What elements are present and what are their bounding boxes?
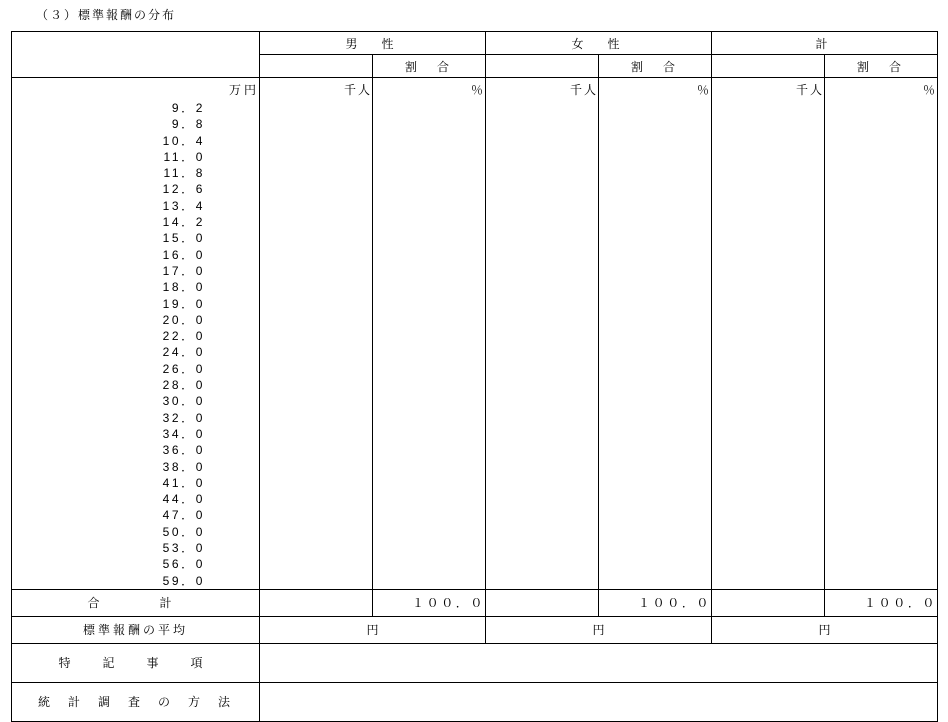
page-title: （３）標準報酬の分布 bbox=[36, 8, 177, 22]
unit-male-count: 千人 bbox=[260, 78, 373, 101]
list-item: 32．0 bbox=[162, 410, 205, 425]
list-item: 15．0 bbox=[162, 231, 205, 246]
list-item: 16．0 bbox=[162, 247, 205, 262]
unit-total-count: 千人 bbox=[712, 78, 825, 101]
list-item: 41．0 bbox=[162, 475, 205, 490]
list-item: 59．0 bbox=[162, 573, 205, 588]
list-item: 26．0 bbox=[162, 361, 205, 376]
table-row-average bbox=[12, 616, 938, 643]
table-row-total bbox=[12, 589, 938, 616]
list-item: 44．0 bbox=[162, 492, 205, 507]
data-cell-female-count[interactable] bbox=[486, 100, 599, 589]
header-corner-cell bbox=[12, 32, 260, 78]
table-units-row bbox=[12, 78, 938, 101]
data-cell-total-count[interactable] bbox=[712, 100, 825, 589]
list-item: 11．8 bbox=[163, 166, 205, 181]
subheader-male-percent: 割 合 bbox=[373, 55, 486, 78]
total-row-label: 合 計 bbox=[12, 589, 260, 616]
notes-row-value[interactable] bbox=[260, 643, 938, 682]
average-female-unit: 円 bbox=[486, 616, 712, 643]
table-row-notes bbox=[12, 643, 938, 682]
list-item: 50．0 bbox=[162, 524, 205, 539]
list-item: 13．4 bbox=[162, 198, 205, 213]
list-item: 14．2 bbox=[162, 215, 205, 230]
band-list bbox=[12, 100, 259, 589]
method-row-label: 統 計 調 査 の 方 法 bbox=[12, 682, 260, 721]
subheader-total-count-blank bbox=[712, 55, 825, 78]
table-row-method bbox=[12, 682, 938, 721]
unit-male-percent: ％ bbox=[373, 78, 486, 101]
list-item: 19．0 bbox=[162, 296, 205, 311]
list-item: 11．0 bbox=[163, 149, 205, 164]
list-item: 9．2 bbox=[171, 101, 205, 115]
notes-row-label: 特 記 事 項 bbox=[12, 643, 260, 682]
data-cell-male-count[interactable] bbox=[260, 100, 373, 589]
table-bands-row bbox=[12, 100, 938, 589]
standard-remuneration-distribution-table bbox=[11, 31, 938, 722]
total-total-percent: １００．０ bbox=[825, 589, 938, 616]
list-item: 30．0 bbox=[162, 394, 205, 409]
list-item: 20．0 bbox=[162, 312, 205, 327]
total-total-count[interactable] bbox=[712, 589, 825, 616]
header-group-male: 男 性 bbox=[260, 32, 486, 55]
list-item: 28．0 bbox=[162, 378, 205, 393]
list-item: 17．0 bbox=[162, 263, 205, 278]
subheader-female-percent: 割 合 bbox=[599, 55, 712, 78]
average-male-unit: 円 bbox=[260, 616, 486, 643]
total-female-count[interactable] bbox=[486, 589, 599, 616]
subheader-male-count-blank bbox=[260, 55, 373, 78]
unit-female-percent: ％ bbox=[599, 78, 712, 101]
total-male-count[interactable] bbox=[260, 589, 373, 616]
method-row-value[interactable] bbox=[260, 682, 938, 721]
list-item: 47．0 bbox=[162, 508, 205, 523]
header-group-total: 計 bbox=[712, 32, 938, 55]
table-header-group-row bbox=[12, 32, 938, 55]
list-item: 22．0 bbox=[162, 329, 205, 344]
unit-female-count: 千人 bbox=[486, 78, 599, 101]
list-item: 10．4 bbox=[162, 133, 205, 148]
list-item: 56．0 bbox=[162, 557, 205, 572]
average-row-label: 標準報酬の平均 bbox=[12, 616, 260, 643]
subheader-female-count-blank bbox=[486, 55, 599, 78]
unit-total-percent: ％ bbox=[825, 78, 938, 101]
list-item: 34．0 bbox=[162, 426, 205, 441]
list-item: 36．0 bbox=[162, 443, 205, 458]
data-cell-total-percent[interactable] bbox=[825, 100, 938, 589]
total-female-percent: １００．０ bbox=[599, 589, 712, 616]
subheader-total-percent: 割 合 bbox=[825, 55, 938, 78]
data-cell-male-percent[interactable] bbox=[373, 100, 486, 589]
list-item: 18．0 bbox=[162, 280, 205, 295]
list-item: 24．0 bbox=[162, 345, 205, 360]
unit-row-label: 万円 bbox=[12, 78, 260, 101]
list-item: 53．0 bbox=[162, 541, 205, 556]
total-male-percent: １００．０ bbox=[373, 589, 486, 616]
header-group-female: 女 性 bbox=[486, 32, 712, 55]
data-cell-female-percent[interactable] bbox=[599, 100, 712, 589]
band-label-cell bbox=[12, 100, 260, 589]
list-item: 9．8 bbox=[171, 117, 205, 132]
average-total-unit: 円 bbox=[712, 616, 938, 643]
list-item: 12．6 bbox=[162, 182, 205, 197]
list-item: 38．0 bbox=[162, 459, 205, 474]
